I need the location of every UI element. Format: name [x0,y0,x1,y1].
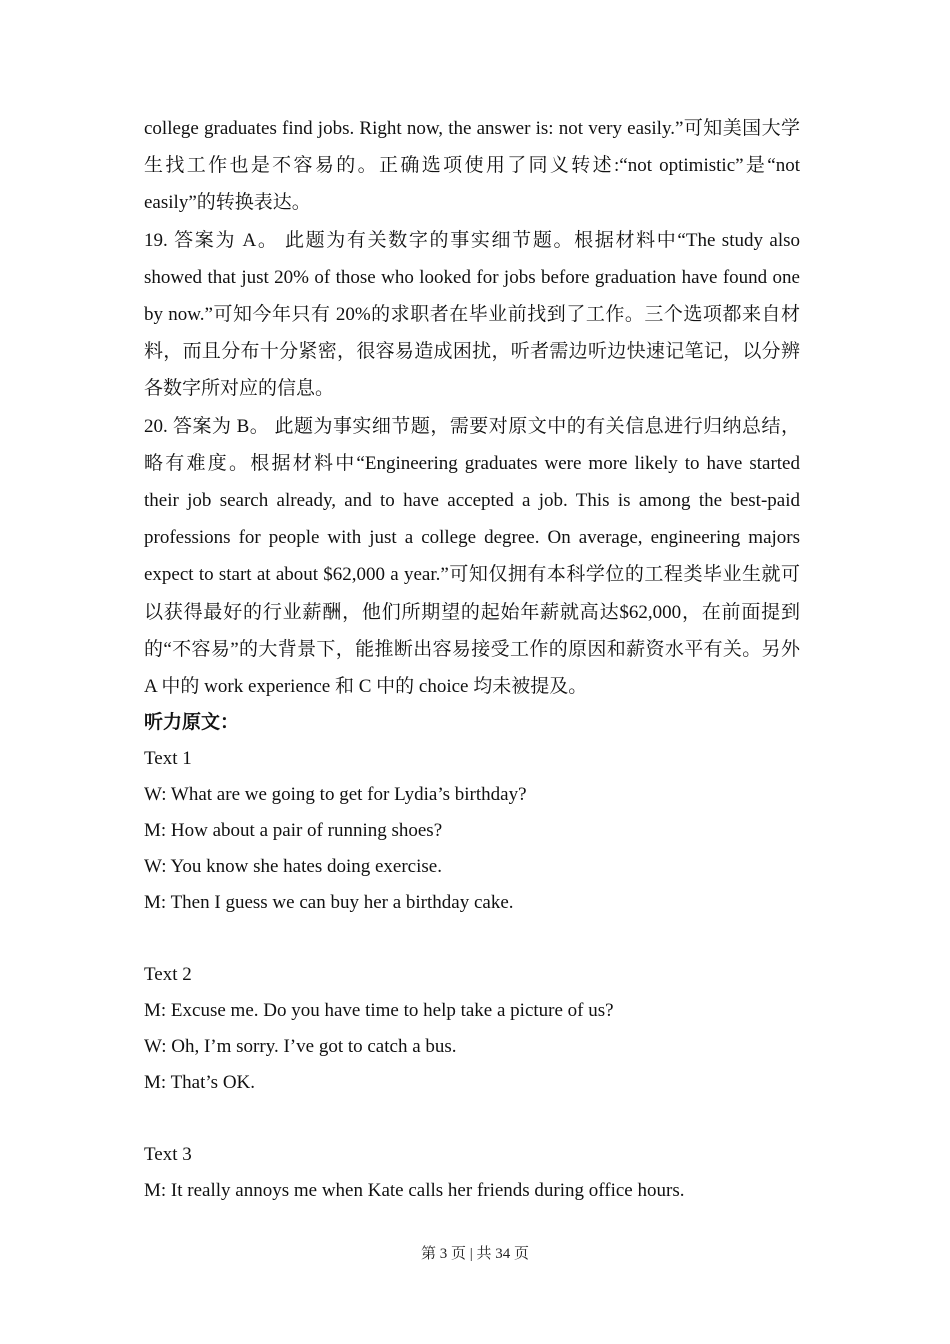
answer-18-explanation-tail: college graduates find jobs. Right now, the answer is: not very easily.”可知美国大学生找工作也是不容易的。正确选项使用了同义转述:“not optimistic”是“not easily”的转换表达。 [144,118,800,214]
text-title: Text 2 [144,964,192,986]
dialogue-line: M: How about a pair of running shoes? [144,820,443,842]
dialogue-line: W: What are we going to get for Lydia’s birthday? [144,784,527,806]
answer-19-explanation: 19. 答案为 A。 此题为有关数字的事实细节题。根据材料中“The study also showed that just 20% of those who looked for jobs before graduation have found one by now.”可知今年只有 20%的求职者在毕业前找到了工作。三个选项都来自材料，而且分布十分紧密，很容易造成困扰，听者需边听边快速记笔记，以分辨各数字所对应的信息。 [144,229,800,400]
spacer [144,921,800,957]
answer-20-explanation: 20. 答案为 B。 此题为事实细节题，需要对原文中的有关信息进行归纳总结，略有难度。根据材料中“Engineering graduates were more likely to have started their job search already, and to have accepted a job. This is among the best-paid professions for people with just a college degree. On average, engineering majors expect to start at about $62,000 a year.”可知仅拥有本科学位的工程类毕业生就可以获得最好的行业薪酬，他们所期望的起始年薪就高达$62,000，在前面提到的“不容易”的大背景下，能推断出容易接受工作的原因和薪资水平有关。另外 A 中的 work experience 和 C 中的 choice 均未被提及。 [144,415,800,698]
transcript-text-1 [144,741,800,921]
spacer [144,1101,800,1137]
text-title: Text 1 [144,748,192,770]
dialogue-line: M: Excuse me. Do you have time to help take a picture of us? [144,1000,614,1022]
text-title: Text 3 [144,1144,192,1166]
page-footer: 第 3 页 | 共 34 页 [420,1246,529,1262]
page-content [144,110,800,1209]
dialogue-line: M: That’s OK. [144,1072,256,1094]
transcript-text-2 [144,957,800,1101]
dialogue-line: W: You know she hates doing exercise. [144,856,442,878]
transcript-text-3 [144,1137,800,1209]
dialogue-line: M: It really annoys me when Kate calls her friends during office hours. [144,1180,685,1202]
transcript-heading: 听力原文： [144,712,240,734]
dialogue-line: W: Oh, I’m sorry. I’ve got to catch a bus. [144,1036,457,1058]
dialogue-line: M: Then I guess we can buy her a birthday cake. [144,892,514,914]
